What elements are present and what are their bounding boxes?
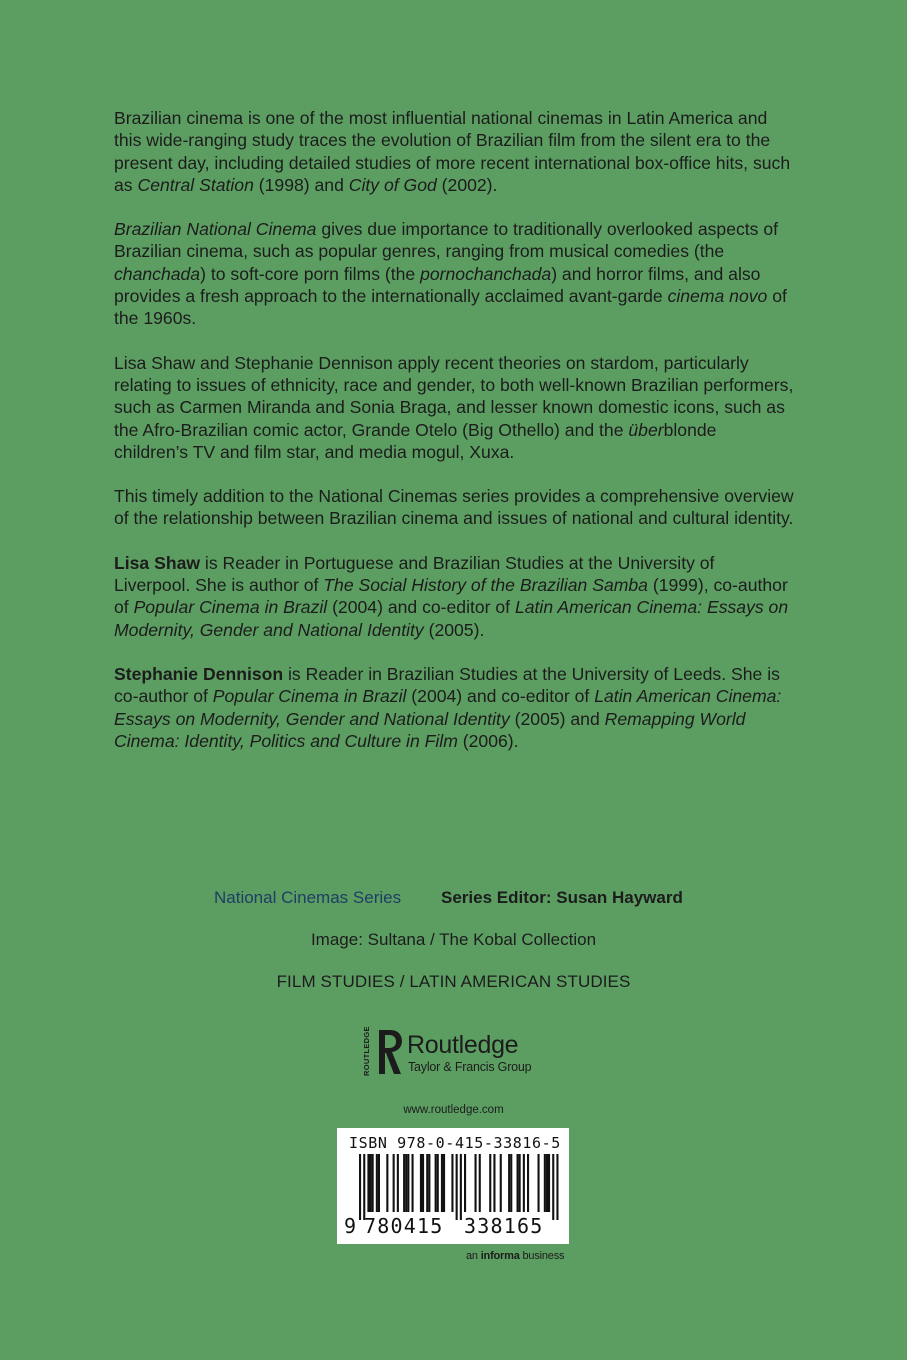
author-name: Stephanie Dennison (114, 663, 284, 684)
barcode-bar (556, 1154, 558, 1220)
barcode-bar (443, 1154, 445, 1212)
italic-title: Latin American Cinema: Essays on Modernity, Gender and National Identity (114, 597, 789, 640)
barcode-bar (359, 1154, 361, 1220)
barcode-bar (441, 1154, 443, 1212)
blurb-text: This timely addition to the National Cinemas series provides a comprehensive overview of the relationship between Brazilian cinema and issues of national and cultural identity. (114, 486, 794, 529)
routledge-logo (361, 1026, 561, 1082)
barcode-bar (372, 1154, 374, 1212)
barcode-bar (378, 1154, 380, 1212)
italic-title: Popular Cinema in Brazil (133, 597, 328, 618)
italic-title: City of God (348, 174, 437, 195)
barcode-bar (460, 1154, 462, 1220)
back-cover-blurb (114, 107, 794, 752)
italic-title: Brazilian National Cinema (114, 219, 317, 240)
blurb-text: of the 1960s. (114, 286, 787, 329)
barcode-bar (420, 1154, 422, 1212)
blurb-text: ) and horror films, and also provides a fresh approach to the internationally acclaimed avant-garde (114, 263, 761, 307)
italic-title: über (628, 419, 664, 440)
blurb-text: (2002). (436, 174, 498, 195)
barcode-bar (456, 1154, 458, 1220)
routledge-r-icon (374, 1026, 406, 1078)
italic-title: Central Station (137, 174, 254, 195)
barcode-bar (367, 1154, 369, 1212)
barcode-bar (510, 1154, 512, 1212)
subject-category: FILM STUDIES / LATIN AMERICAN STUDIES (276, 972, 631, 991)
barcode-bar (548, 1154, 550, 1212)
barcode-bar (552, 1154, 554, 1220)
series-name-link[interactable]: National Cinemas Series (214, 888, 402, 907)
blurb-paragraph (114, 663, 794, 752)
barcode-bar (500, 1154, 502, 1212)
ean-right-digits: 338165 (464, 1214, 544, 1238)
barcode-bar (370, 1154, 372, 1212)
blurb-paragraph (114, 552, 794, 641)
blurb-text: (1999), co-author of (114, 575, 788, 618)
barcode-bar (479, 1154, 481, 1212)
blurb-text: is Reader in Brazilian Studies at the University of Leeds. She is co-author of (114, 663, 780, 707)
blurb-text: ) to soft-core porn films (the (200, 263, 421, 284)
barcode-bar (489, 1154, 491, 1212)
isbn-number: ISBN 978-0-415-33816-5 (349, 1134, 561, 1152)
blurb-text: blonde children’s TV and film star, and media mogul, Xuxa. (114, 419, 717, 462)
informa-suffix: business (519, 1250, 565, 1262)
informa-prefix: an (466, 1250, 481, 1262)
blurb-text: Lisa Shaw and Stephanie Dennison apply recent theories on stardom, particularly relating to issues of ethnicity, race and gender, to both well-known Brazilian performers, such as Carmen Miranda and Sonia Braga, and lesser known domestic icons, such as the Afro-Brazilian comic actor, Grande Otelo (Big Othello) and the (114, 352, 794, 440)
barcode-bar (508, 1154, 510, 1212)
barcode-bar (407, 1154, 409, 1212)
barcode-bar (363, 1154, 365, 1220)
blurb-text: (1998) and (253, 174, 349, 195)
routledge-vertical-wordmark: ROUTLEDGE (362, 1026, 371, 1076)
barcode-bar (517, 1154, 519, 1212)
barcode-bar (437, 1154, 439, 1212)
image-credit: Image: Sultana / The Kobal Collection (310, 930, 597, 949)
blurb-text: (2004) and co-editor of (406, 686, 595, 707)
barcode-bar (428, 1154, 430, 1212)
blurb-paragraph (114, 107, 794, 196)
barcode-bar (376, 1154, 378, 1212)
barcode-bar (397, 1154, 399, 1212)
blurb-text: (2004) and co-editor of (327, 597, 515, 618)
blurb-text: Brazilian cinema is one of the most influential national cinemas in Latin America and this wide-ranging study traces the evolution of Brazilian film from the silent era to the present day, including detailed studies of more recent international box-office hits, such as (114, 108, 791, 195)
italic-title: Popular Cinema in Brazil (212, 686, 407, 707)
barcode-bar (426, 1154, 428, 1212)
publisher-website[interactable]: www.routledge.com (403, 1104, 504, 1116)
barcode-bar (527, 1154, 529, 1212)
isbn-barcode (337, 1128, 569, 1244)
blurb-paragraph (114, 352, 794, 463)
barcode-bar (405, 1154, 407, 1212)
barcode-bar (435, 1154, 437, 1212)
informa-brand: informa (480, 1250, 520, 1262)
barcode-bar (412, 1154, 414, 1212)
publisher-name: Routledge (407, 1031, 519, 1059)
blurb-text: is Reader in Portuguese and Brazilian Studies at the University of Liverpool. She is author of (114, 552, 715, 596)
blurb-paragraph (114, 485, 794, 530)
blurb-text: (2006). (457, 730, 519, 751)
italic-title: The Social History of the Brazilian Samba (323, 575, 648, 596)
barcode-bar (386, 1154, 388, 1212)
informa-tagline (466, 1249, 564, 1263)
italic-title: chanchada (114, 263, 201, 284)
barcode-bar (464, 1154, 466, 1212)
blurb-paragraph (114, 218, 794, 329)
barcode-bar (523, 1154, 525, 1212)
barcode-bar (546, 1154, 548, 1212)
barcode-bar (538, 1154, 540, 1212)
barcode-bar (451, 1154, 453, 1212)
italic-title: pornochanchada (420, 263, 552, 284)
italic-title: cinema novo (667, 286, 768, 307)
publisher-group: Taylor & Francis Group (408, 1060, 532, 1074)
ean-lead-digit: 9 (344, 1214, 357, 1238)
blurb-text: (2005) and (509, 708, 605, 729)
barcode-bar (519, 1154, 521, 1212)
barcode-bar (393, 1154, 395, 1212)
barcode-bar (422, 1154, 424, 1212)
barcode-bar (544, 1154, 546, 1212)
italic-title: Remapping World Cinema: Identity, Politics and Culture in Film (114, 708, 746, 751)
blurb-text: gives due importance to traditionally overlooked aspects of Brazilian cinema, such as popular genres, ranging from musical comedies (the (114, 219, 779, 262)
italic-title: Latin American Cinema: Essays on Modernity, Gender and National Identity (114, 686, 782, 729)
author-name: Lisa Shaw (114, 552, 201, 573)
barcode-bar (493, 1154, 495, 1212)
blurb-text: (2005). (423, 619, 485, 640)
ean-left-digits: 780415 (364, 1214, 444, 1238)
barcode-bar (403, 1154, 405, 1212)
barcode-bar (475, 1154, 477, 1212)
series-editor: Series Editor: Susan Hayward (441, 888, 683, 907)
